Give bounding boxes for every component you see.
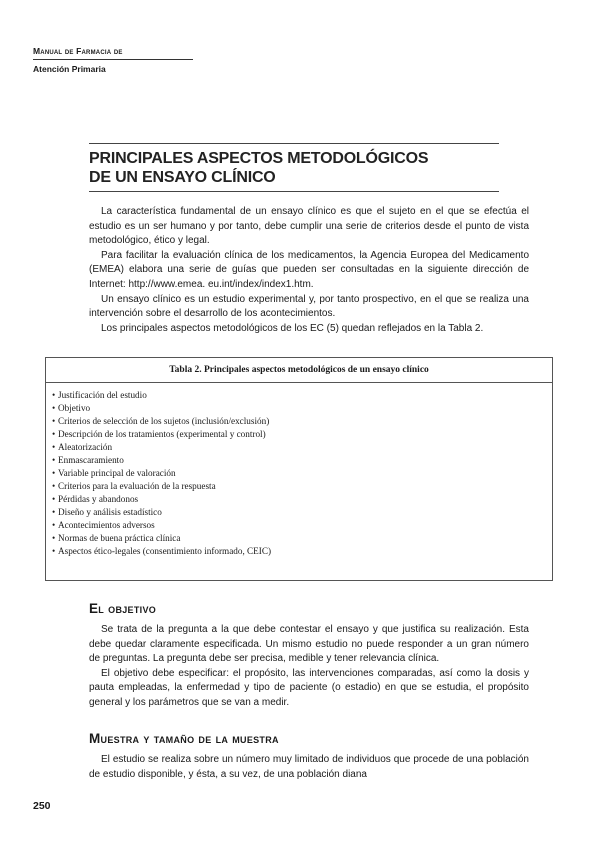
table-item-text: Variable principal de valoración [58,468,176,478]
bullet-icon: • [52,481,56,491]
table-item [52,545,552,558]
intro-text [89,205,529,336]
table-item-text: Criterios de selección de los sujetos (inclusión/exclusión) [58,416,270,426]
section-paragraph: El objetivo debe especificar: el propósito, las intervenciones comparadas, así como la dosis y pauta empleadas, la enfermedad y tipo de paciente (o estadio) en que se estudia, el propósito general y los parámetros que se van a medir. [89,667,529,708]
bullet-icon: • [52,533,56,543]
intro-paragraph: La característica fundamental de un ensayo clínico es que el sujeto en el que se efectúa el estudio es un ser humano y por tanto, debe cumplir una serie de criterios desde el punto de vista metodológico, ético y legal. [89,206,529,247]
table-item-text: Objetivo [58,403,91,413]
chapter-title-line-2: DE UN ENSAYO CLÍNICO [89,169,276,186]
chapter-title [89,143,499,192]
section-muestra [89,731,529,782]
table-item [52,493,552,506]
bullet-icon: • [52,442,56,452]
bullet-icon: • [52,455,56,465]
section-body [89,753,529,782]
bullet-icon: • [52,416,56,426]
bullet-icon: • [52,494,56,504]
running-head-title: Manual de Farmacia de [33,46,193,60]
table-item-text: Enmascaramiento [58,455,124,465]
table-item [52,519,552,532]
intro-paragraph: Para facilitar la evaluación clínica de los medicamentos, la Agencia Europea del Medicamento (EMEA) elabora una serie de guías que pueden ser consultadas en la siguiente dirección de Internet: http://www.emea. eu.int/index/index1.htm. [89,249,529,290]
intro-paragraph: Los principales aspectos metodológicos de los EC (5) quedan reflejados en la Tabla 2. [101,322,484,334]
bullet-icon: • [52,429,56,439]
bullet-icon: • [52,390,56,400]
table-item [52,402,552,415]
running-head-subtitle: Atención Primaria [33,64,106,74]
page-number: 250 [33,800,51,812]
section-objetivo [89,601,529,711]
table-item-text: Normas de buena práctica clínica [58,533,181,543]
chapter-title-line-1: PRINCIPALES ASPECTOS METODOLÓGICOS [89,150,429,167]
table-item-text: Descripción de los tratamientos (experimental y control) [58,429,266,439]
table-caption: Tabla 2. Principales aspectos metodológicos de un ensayo clínico [46,358,552,383]
bullet-icon: • [52,507,56,517]
table-item-text: Aleatorización [58,442,113,452]
table-item-text: Pérdidas y abandonos [58,494,139,504]
table-item [52,454,552,467]
table-item-text: Diseño y análisis estadístico [58,507,162,517]
methodology-table [45,357,553,581]
running-head [33,46,193,75]
section-paragraph: El estudio se realiza sobre un número muy limitado de individuos que procede de una población de estudio disponible, y ésta, a su vez, de una población diana [89,754,529,780]
table-item-text: Criterios para la evaluación de la respuesta [58,481,216,491]
table-item-text: Justificación del estudio [58,390,147,400]
table-item [52,480,552,493]
intro-paragraph: Un ensayo clínico es un estudio experimental y, por tanto prospectivo, en el que se realiza una intervención sobre el desarrollo de los acontecimientos. [89,293,529,320]
table-item [52,532,552,545]
section-heading-objetivo: El objetivo [89,601,157,616]
table-item [52,389,552,402]
table-item [52,428,552,441]
table-item [52,467,552,480]
bullet-icon: • [52,468,56,478]
table-item-text: Acontecimientos adversos [58,520,155,530]
bullet-icon: • [52,403,56,413]
section-heading-muestra: Muestra y tamaño de la muestra [89,731,279,746]
bullet-icon: • [52,520,56,530]
table-item-text: Aspectos ético-legales (consentimiento informado, CEIC) [58,546,272,556]
table-item [52,441,552,454]
section-paragraph: Se trata de la pregunta a la que debe contestar el ensayo y que justifica su realización. Esta debe quedar claramente especificada. Un mismo estudio no puede responder a un gran número de preguntas. La pregunta debe ser precisa, medible y tener relevancia clínica. [89,624,529,665]
table-item [52,415,552,428]
bullet-icon: • [52,546,56,556]
table-list [46,383,552,558]
section-body [89,623,529,711]
table-item [52,506,552,519]
